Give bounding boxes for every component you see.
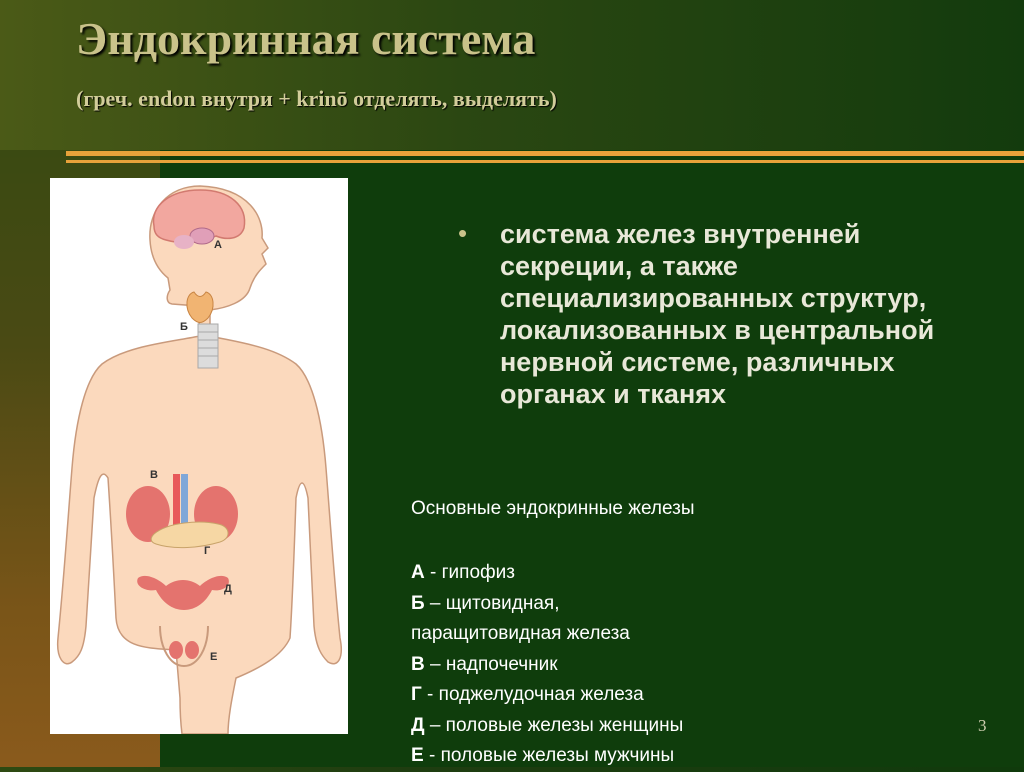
- label-g: Г: [204, 545, 211, 557]
- gland-name: - поджелудочная железа: [421, 684, 644, 705]
- label-d: Д: [224, 583, 232, 595]
- gland-name: - гипофиз: [424, 562, 515, 583]
- glands-list: [411, 558, 683, 772]
- bullet-marker: •: [458, 218, 468, 248]
- testis-left: [169, 641, 183, 659]
- gland-name: – щитовидная,: [424, 592, 560, 614]
- gland-letter: В: [411, 653, 425, 675]
- list-item: [411, 650, 683, 681]
- list-item: [411, 680, 683, 711]
- list-item: [411, 558, 683, 589]
- label-e: Е: [210, 651, 218, 663]
- gland-name: – надпочечник: [424, 653, 558, 675]
- testis-right: [185, 641, 199, 659]
- label-v: В: [150, 469, 158, 481]
- divider-line-thin: [66, 160, 1024, 163]
- label-b: Б: [180, 321, 188, 333]
- glands-list-title: Основные эндокринные железы: [411, 498, 695, 519]
- list-item: [411, 619, 683, 650]
- midbrain-shape: [174, 235, 194, 249]
- endocrine-body-illustration: [50, 178, 348, 734]
- gland-letter: Б: [411, 592, 425, 614]
- gland-name: паращитовидная железа: [411, 623, 630, 644]
- label-a: А: [214, 239, 222, 251]
- body-silhouette: [58, 186, 342, 734]
- gland-name: – половые железы женщины: [424, 714, 684, 736]
- divider-line-thick: [66, 151, 1024, 156]
- list-item: [411, 711, 683, 742]
- body-diagram: [50, 178, 348, 734]
- definition-text: система желез внутренней секреции, а также специализированных структур, локализованных в центральной нервной системе, различных органах и тканях: [500, 219, 935, 409]
- slide-subtitle: (греч. endon внутри + krinō отделять, выделять): [76, 86, 557, 111]
- gland-letter: Е: [411, 745, 424, 766]
- slide-title: Эндокринная система: [76, 13, 536, 64]
- gland-letter: Г: [411, 684, 422, 705]
- trachea: [198, 324, 218, 368]
- page-number: 3: [978, 716, 987, 735]
- definition-bullet: [458, 218, 958, 410]
- gland-letter: Д: [411, 714, 425, 736]
- gland-letter: А: [411, 562, 425, 583]
- gland-name: - половые железы мужчины: [423, 745, 675, 766]
- list-item: [411, 589, 683, 620]
